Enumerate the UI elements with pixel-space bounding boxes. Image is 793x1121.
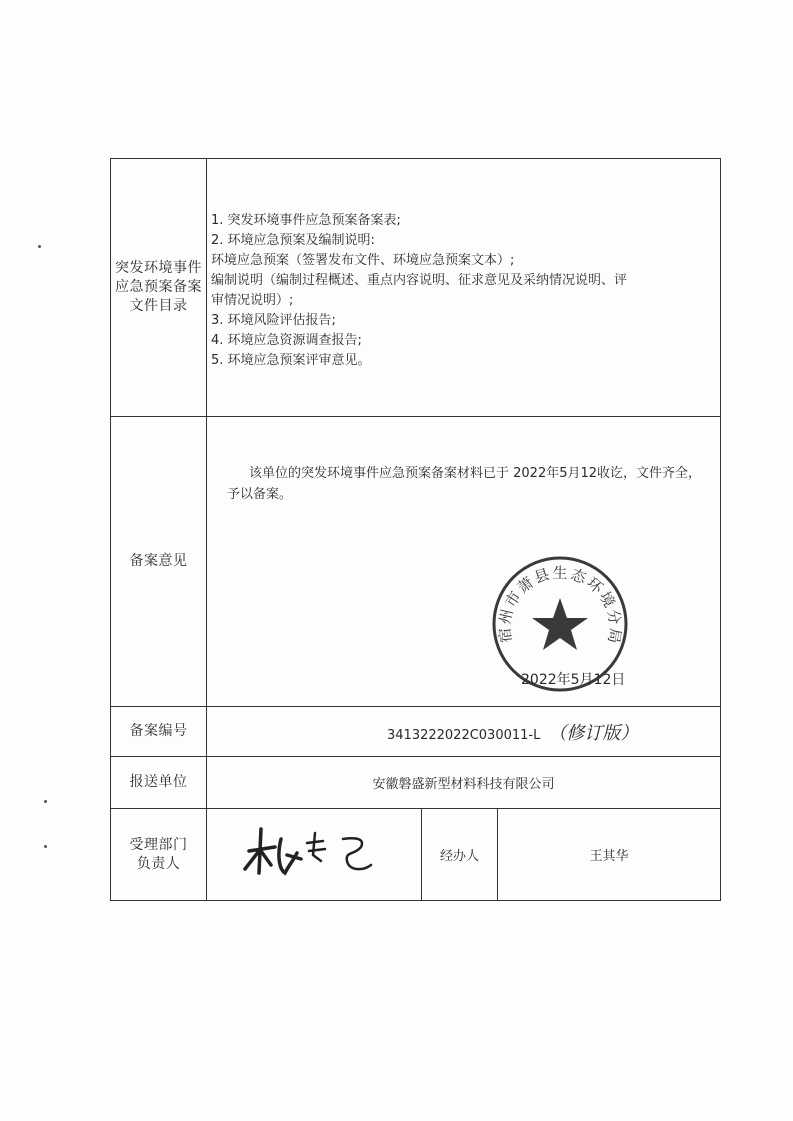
scan-speck	[38, 245, 41, 248]
submitting-unit-row	[111, 757, 721, 809]
opinion-date: 2022年5月12日	[521, 672, 626, 688]
filing-number-row	[111, 707, 721, 757]
opinion-text: 该单位的突发环境事件应急预案备案材料已于 2022年5月12收讫，文件齐全，予以备案。	[227, 466, 702, 502]
directory-label	[111, 159, 207, 417]
directory-label-line: 突发环境事件	[115, 260, 202, 276]
opinion-cell	[207, 417, 721, 707]
handwritten-signature	[237, 821, 387, 881]
filing-form-table	[110, 158, 721, 901]
responsible-signature-cell	[207, 809, 422, 901]
directory-list	[207, 159, 721, 417]
directory-item: 3. 环境风险评估报告;	[211, 313, 336, 328]
scan-speck	[44, 800, 47, 803]
directory-label-line: 文件目录	[129, 298, 188, 314]
filing-number-label: 备案编号	[111, 707, 207, 757]
responsible-row	[111, 809, 721, 901]
scan-speck	[44, 845, 47, 848]
submitting-unit-label: 报送单位	[111, 757, 207, 809]
submitting-unit-value: 安徽磐盛新型材料科技有限公司	[207, 757, 721, 809]
opinion-label: 备案意见	[111, 417, 207, 707]
filing-number-value: 3413222022C030011-L	[387, 727, 541, 743]
seal-text: 宿州市萧县生态环境分局	[495, 563, 625, 647]
directory-item: 审情况说明）;	[211, 293, 294, 308]
filing-number-cell	[207, 707, 721, 757]
handler-label: 经办人	[422, 809, 498, 901]
directory-item: 5. 环境应急预案评审意见。	[211, 353, 371, 368]
responsible-label-line: 受理部门	[129, 836, 188, 853]
directory-item: 2. 环境应急预案及编制说明:	[211, 233, 375, 248]
handler-value: 王其华	[498, 809, 721, 901]
responsible-label-line: 负责人	[136, 855, 181, 872]
directory-item: 1. 突发环境事件应急预案备案表;	[211, 213, 401, 228]
opinion-row	[111, 417, 721, 707]
directory-item: 编制说明（编制过程概述、重点内容说明、征求意见及采纳情况说明、评	[211, 273, 628, 288]
directory-item: 4. 环境应急资源调查报告;	[211, 333, 362, 348]
directory-item: 环境应急预案（签署发布文件、环境应急预案文本）;	[211, 253, 515, 268]
directory-label-line: 应急预案备案	[115, 279, 202, 295]
handwritten-revision-note: （修订版）	[548, 722, 639, 744]
responsible-label	[111, 809, 207, 901]
directory-row	[111, 159, 721, 417]
